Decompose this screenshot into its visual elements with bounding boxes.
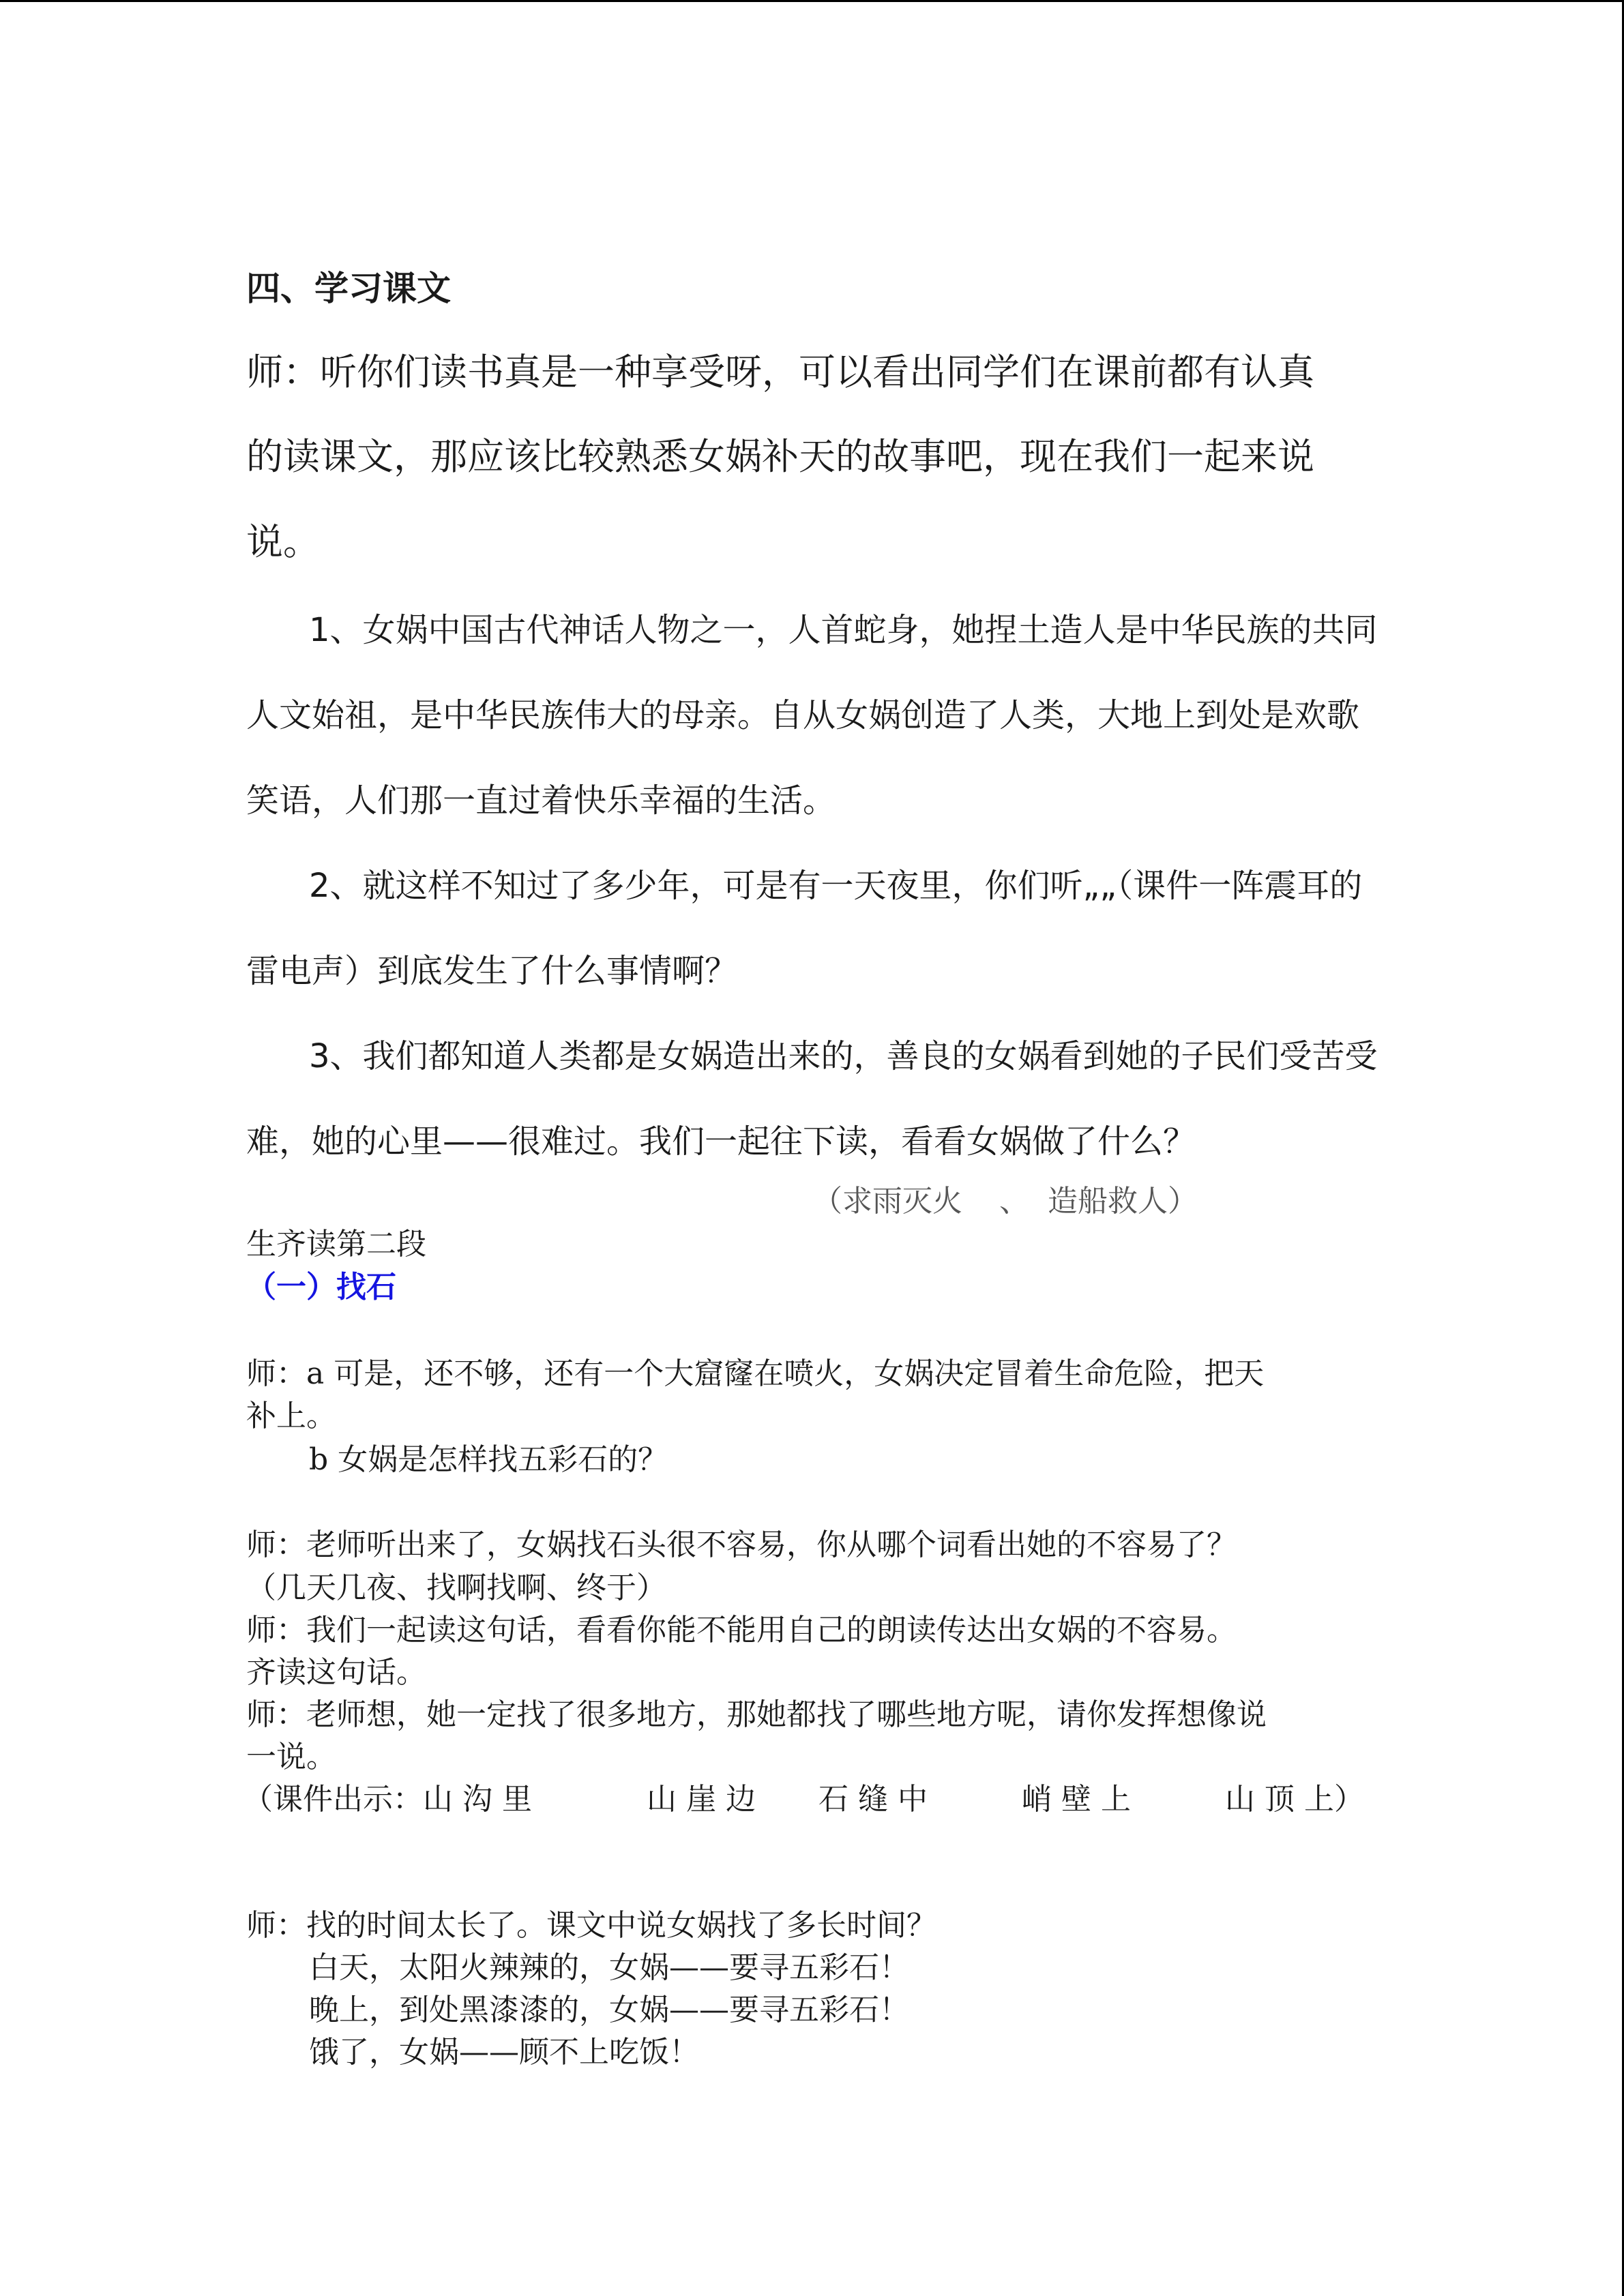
intro-line-1: 师：听你们读书真是一种享受呀，可以看出同学们在课前都有认真 xyxy=(246,351,1314,393)
courseware-item-mountain-top: 山 顶 上） xyxy=(1225,1782,1364,1817)
intro-line-2: 的读课文，那应该比较熟悉女娲补天的故事吧，现在我们一起来说 xyxy=(246,435,1314,478)
courseware-item-cliff-edge: 山 崖 边 xyxy=(647,1782,756,1817)
time-line-hungry: 饿了，女娲——顾不上吃饭！ xyxy=(309,2035,699,2070)
para-1-line-1: 1、女娲中国古代神话人物之一，人首蛇身，她捏土造人是中华民族的共同 xyxy=(309,611,1378,649)
top-border xyxy=(0,0,1624,2)
subheading-find-stone: （一）找石 xyxy=(246,1270,396,1304)
teacher-a-line-1: 师：a 可是，还不够，还有一个大窟窿在喷火，女娲决定冒着生命危险，把天 xyxy=(246,1356,1265,1391)
time-line-day: 白天，太阳火辣辣的，女娲——要寻五彩石！ xyxy=(309,1950,909,1985)
read-sentence-together: 齐读这句话。 xyxy=(246,1655,426,1690)
teacher-imagine-line-2: 一说。 xyxy=(246,1740,336,1774)
teacher-question: 师：老师听出来了，女娲找石头很不容易，你从哪个词看出她的不容易了？ xyxy=(246,1527,1237,1562)
read-paragraph-two: 生齐读第二段 xyxy=(246,1227,426,1262)
teacher-a-line-3: b 女娲是怎样找五彩石的？ xyxy=(309,1442,668,1477)
teacher-a-line-2: 补上。 xyxy=(246,1399,336,1433)
courseware-label: （课件出示：山 沟 里 xyxy=(243,1782,532,1817)
answer-open: （求雨灭火 xyxy=(812,1184,962,1219)
answer-close: 造船救人） xyxy=(1048,1184,1198,1219)
teacher-answer-words: （几天几夜、找啊找啊、终于） xyxy=(246,1570,666,1605)
time-question: 师：找的时间太长了。课文中说女娲找了多长时间？ xyxy=(246,1908,936,1943)
courseware-item-cliff-wall: 峭 壁 上 xyxy=(1022,1782,1131,1817)
para-1-line-3: 笑语，人们那一直过着快乐幸福的生活。 xyxy=(246,781,836,820)
teacher-imagine-line-1: 师：老师想，她一定找了很多地方，那她都找了哪些地方呢，请你发挥想像说 xyxy=(246,1697,1267,1732)
teacher-read-together: 师：我们一起读这句话，看看你能不能用自己的朗读传达出女娲的不容易。 xyxy=(246,1613,1237,1648)
intro-line-3: 说。 xyxy=(246,520,320,563)
answer-separator: 、 xyxy=(999,1184,1029,1219)
time-line-night: 晚上，到处黑漆漆的，女娲——要寻五彩石！ xyxy=(309,1993,909,2027)
para-3-line-2: 难，她的心里——很难过。我们一起往下读，看看女娲做了什么？ xyxy=(246,1122,1196,1161)
para-3-line-1: 3、我们都知道人类都是女娲造出来的，善良的女娲看到她的子民们受苦受 xyxy=(309,1037,1378,1075)
para-2-line-2: 雷电声）到底发生了什么事情啊？ xyxy=(246,952,738,990)
section-heading: 四、学习课文 xyxy=(246,269,451,308)
courseware-item-rock-crack: 石 缝 中 xyxy=(818,1782,928,1817)
para-1-line-2: 人文始祖，是中华民族伟大的母亲。自从女娲创造了人类，大地上到处是欢歌 xyxy=(246,696,1360,734)
para-2-line-1: 2、就这样不知过了多少年，可是有一天夜里，你们听„„（课件一阵震耳的 xyxy=(309,867,1363,905)
